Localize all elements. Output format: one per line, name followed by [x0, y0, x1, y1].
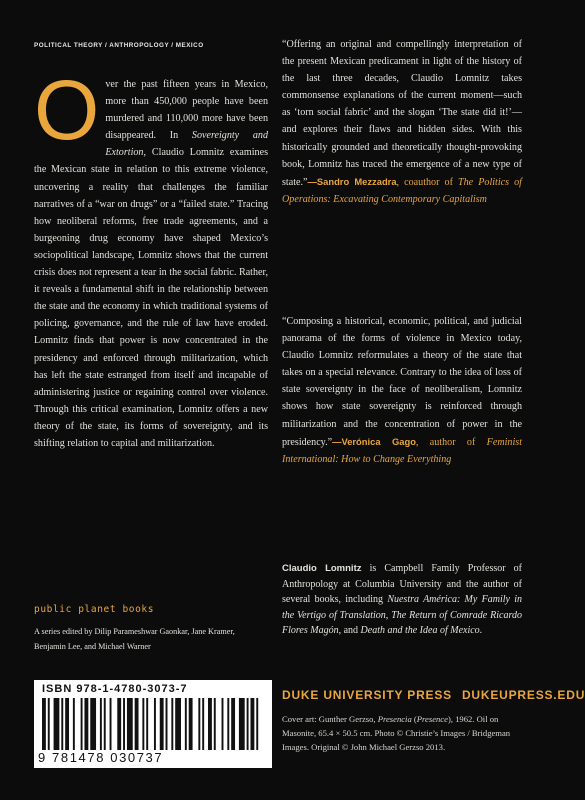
description-text-1: ver the past fifteen years in Mexico, more than 450,000 people have been murdered and 110,000 more have been disappeared. In: [105, 79, 268, 142]
quote-role: , author of: [415, 436, 487, 448]
isbn-label: ISBN 978-1-4780-3073-7: [42, 683, 188, 695]
quote-book: Feminist International: How to Change Everything: [282, 436, 522, 465]
quote-text: “Offering an original and compellingly interpretation of the present Mexican predicament in light of the history of the last three decades, Claudio Lomnitz takes commonsense explanations of the current moment—such as ‘torn social fabric’ and the slogan ‘The state did it!’—and explores their flaws and hidden sides. With this historically grounded and theoretically thought-provoking book, Lomnitz has traced the emergence of a new type of state.”: [282, 39, 522, 188]
bio-book: Death and the Idea of Mexico: [360, 625, 480, 637]
bio-separator: , and: [338, 625, 361, 637]
endorsement-quote: [282, 313, 522, 468]
credit-rest: ), 1962. Oil on Masonite, 65.4 × 50.5 cm. Photo © Christie’s Images / Bridgeman Images. Original © John Michael Gerzso 2013.: [282, 714, 511, 753]
barcode-bars: [42, 698, 264, 750]
cover-credit: [282, 712, 522, 755]
credit-middle: (: [411, 714, 417, 724]
credit-title: Presencia: [377, 714, 412, 724]
bio-separator: ,: [385, 609, 392, 621]
isbn-barcode: [34, 680, 272, 768]
credit-title-en: Presence: [416, 714, 448, 724]
description-text-2: , Claudio Lomnitz examines the Mexican state in relation to this extreme violence, uncovering a reality that challenges the familiar narratives of a “war on drugs” or a “failed state.” Tracing how neoliberal reforms, free trade agreements, and a burgeoning drug economy have shaped Mexico’s sociopolitical landscape, Lomnitz shows that the current crisis does not represent a tear in the social fabric. Rather, it reveals a fundamental shift in the relationship between the state and the economy in which traditional systems of policing, governance, and the rule of law have eroded. Lomnitz finds that power is now concentrated in the presidency and enforced through militarization, which has left the state estranged from itself and incapable of administering justice or regaining control over violence. Through this critical examination, Lomnitz offers a new theory of the state, its forms of sovereignty, and its shifting relation to capital and militarization.: [34, 147, 268, 449]
bio-book: Nuestra América: My Family in the Vertigo of Translation: [282, 594, 522, 621]
publisher-name: DUKE UNIVERSITY PRESS: [282, 688, 452, 702]
description: [34, 63, 269, 452]
barcode-digits: 9 781478 030737: [38, 750, 164, 765]
publisher-url: DUKEUPRESS.EDU: [461, 688, 585, 702]
publisher-line: [282, 688, 585, 702]
endorsement-quote: [282, 36, 522, 208]
quote-book: The Politics of Operations: Excavating Contemporary Capitalism: [282, 176, 522, 205]
series-editors: A series edited by Dilip Parameshwar Gaonkar, Jane Kramer, Benjamin Lee, and Michael Warner: [34, 627, 235, 651]
credit-prefix: Cover art: Gunther Gerzso,: [282, 714, 378, 724]
description-book-title: Sovereignty and Extortion: [105, 130, 269, 159]
category-line: POLITICAL THEORY / ANTHROPOLOGY / MEXICO: [34, 42, 204, 49]
bio-end: .: [479, 625, 483, 637]
quote-role: , coauthor of: [396, 176, 459, 188]
author-bio: [282, 561, 522, 639]
bio-author-name: Claudio Lomnitz: [282, 563, 362, 574]
quote-author: —Verónica Gago: [332, 435, 416, 447]
bio-book: The Return of Comrade Ricardo Flores Magón: [282, 609, 523, 637]
drop-cap: O: [34, 63, 100, 157]
quote-author: —Sandro Mezzadra: [307, 175, 397, 187]
series-name: public planet books: [34, 604, 155, 615]
quote-text: “Composing a historical, economic, political, and judicial panorama of the forms of violence in Mexico today, Claudio Lomnitz reformulates a theory of the state that takes on a special relevance. Contrary to the idea of loss of state sovereignty in the face of neoliberalism, Lomnitz shows how state sovereignty is reinforced through militarization and the concentration of power in the presidency.”: [282, 316, 522, 448]
bio-text: is Campbell Family Professor of Anthropology at Columbia University and the author of several books, including: [282, 563, 522, 606]
